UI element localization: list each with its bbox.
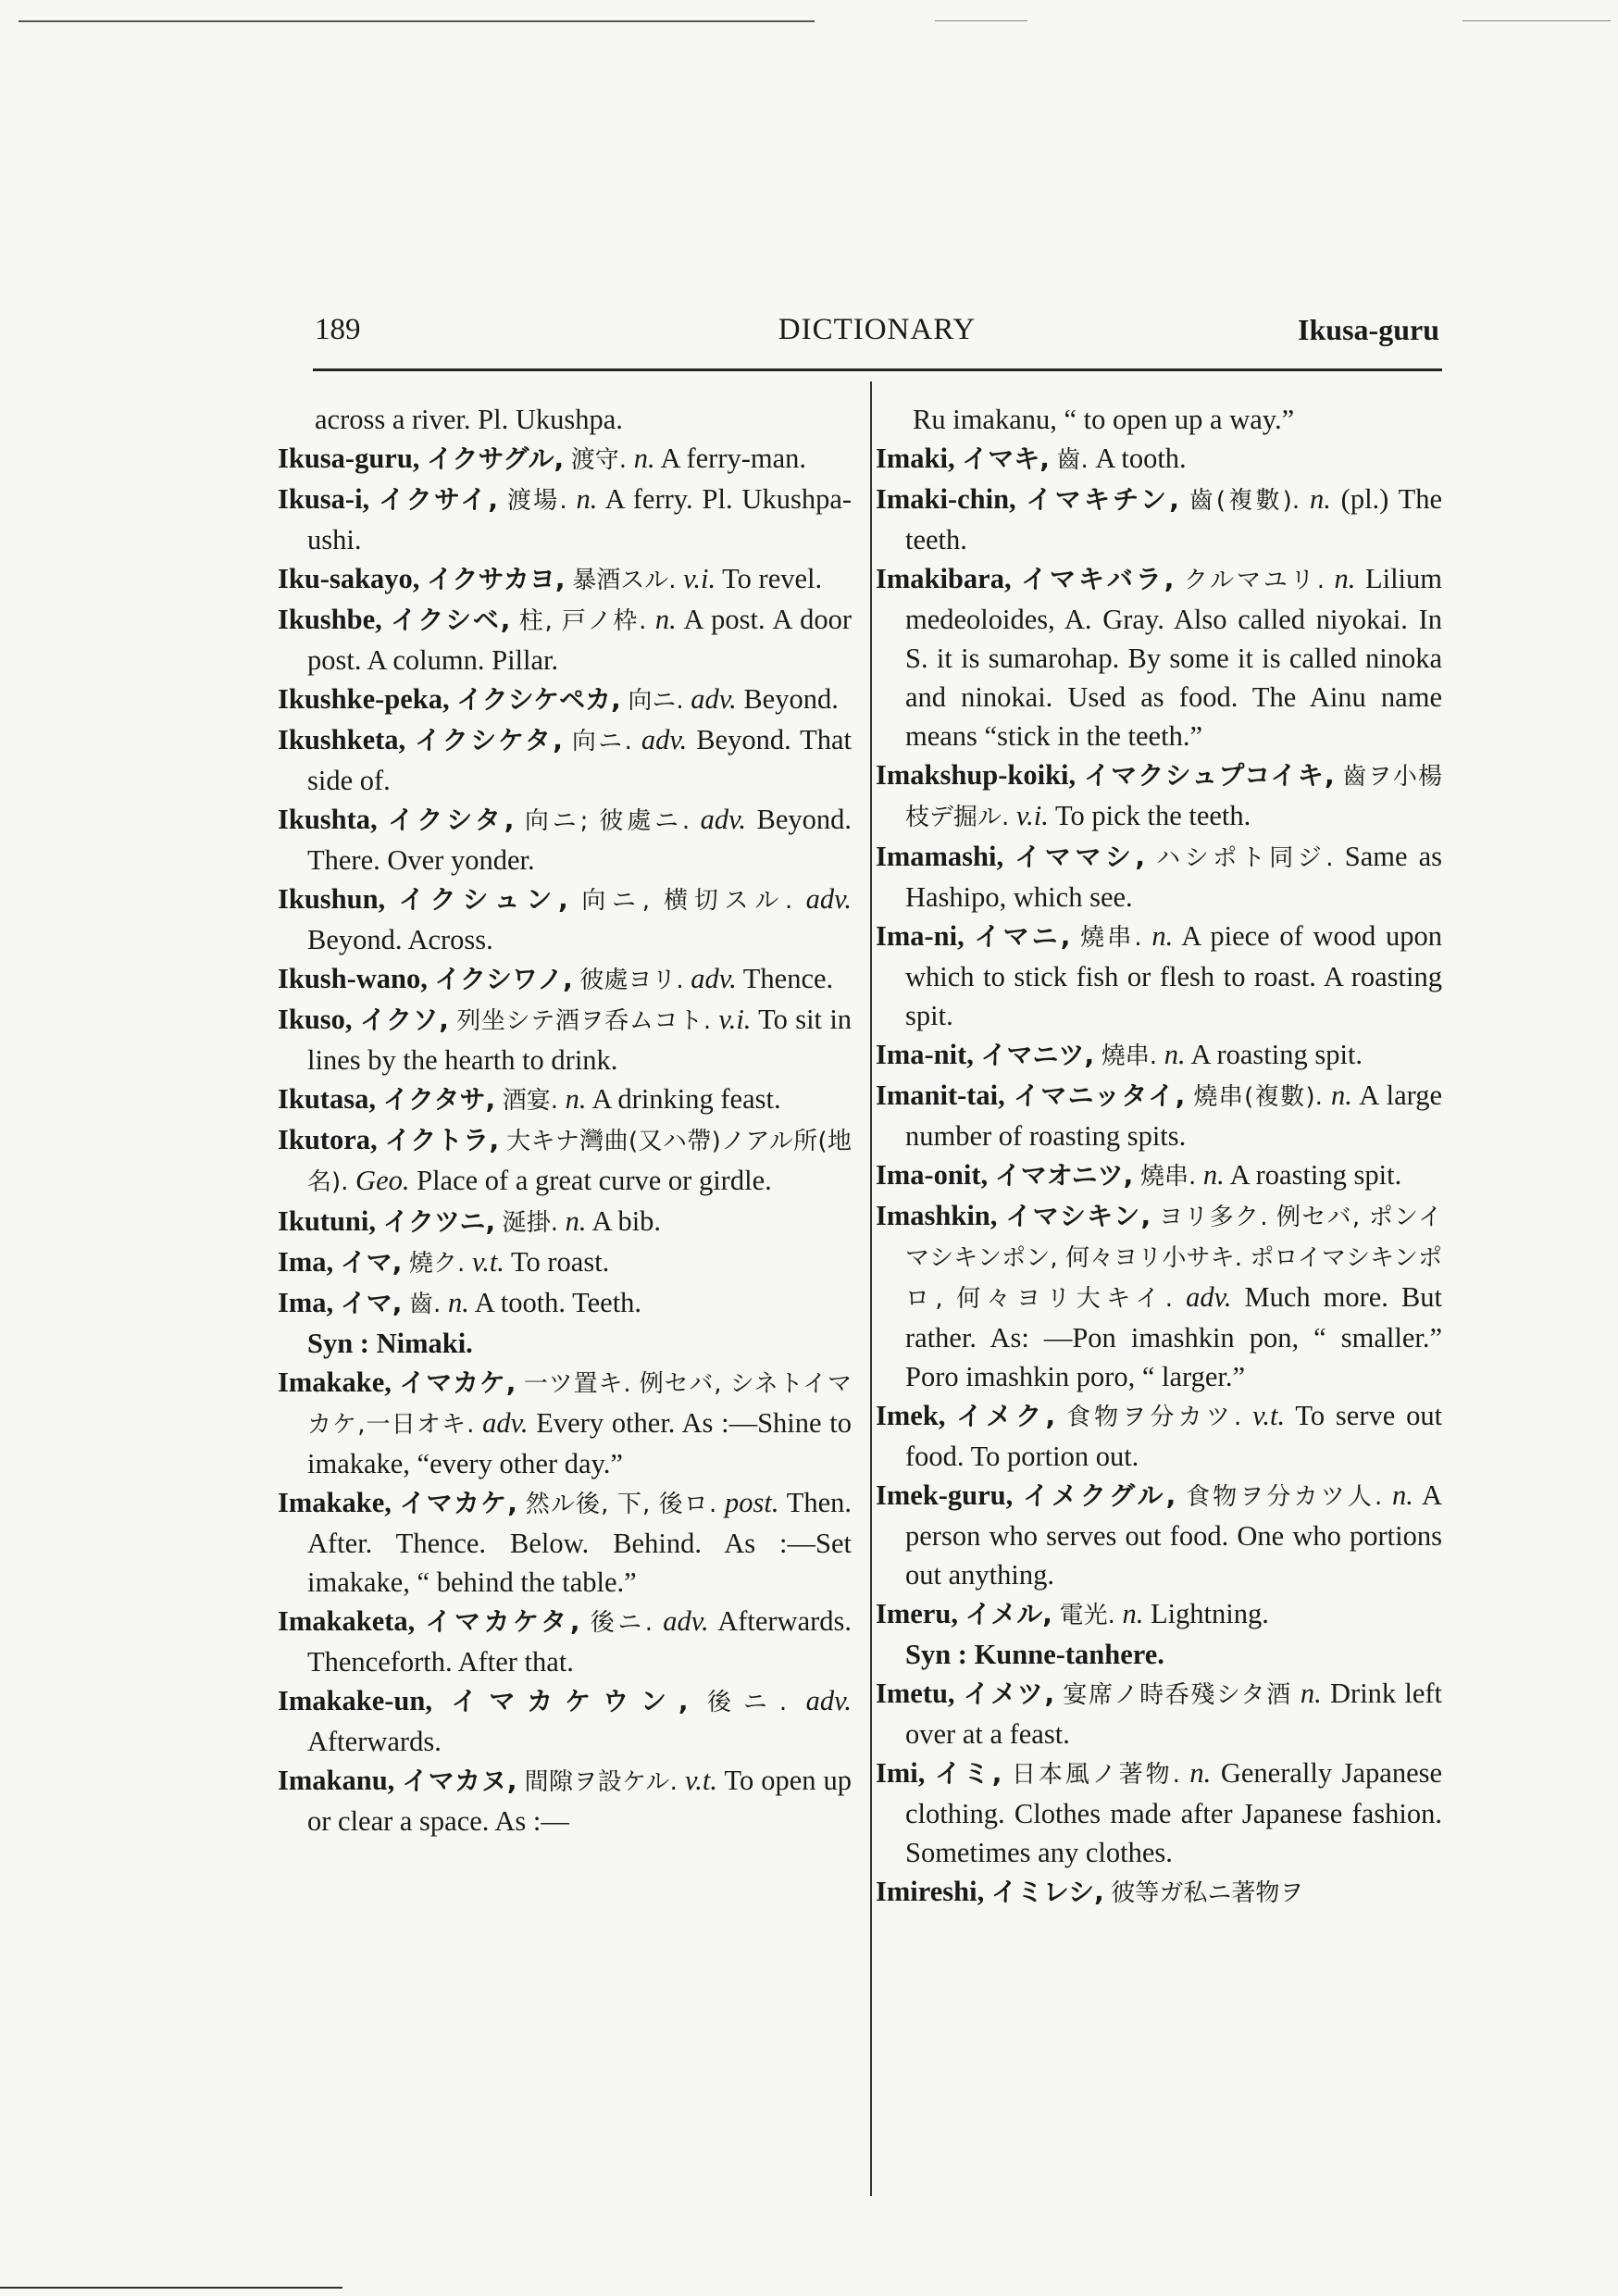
- scan-artifact-line: [935, 20, 1027, 21]
- english-gloss: Beyond. Across.: [307, 924, 493, 955]
- dictionary-entry: [278, 1483, 852, 1602]
- english-gloss: Same as Hashipo, which see.: [905, 841, 1443, 913]
- katakana-reading: イミ,: [934, 1758, 1002, 1789]
- katakana-reading: イマキチン,: [1026, 484, 1179, 515]
- headword: Ikush-wano,: [278, 963, 428, 994]
- headword: Ima,: [278, 1246, 334, 1278]
- part-of-speech: n.: [1392, 1479, 1413, 1511]
- english-gloss: Then. After. Thence. Below. Behind. As :—Set imakake, “ behind the table.”: [307, 1487, 853, 1598]
- english-gloss: A person who serves out food. One who portions out anything.: [905, 1479, 1443, 1591]
- japanese-gloss: 日本風ノ著物.: [1012, 1761, 1180, 1789]
- part-of-speech: adv.: [805, 883, 853, 915]
- english-gloss: To revel.: [722, 563, 823, 594]
- katakana-reading: イマカケ,: [399, 1367, 517, 1398]
- japanese-gloss: 渡場.: [506, 487, 567, 515]
- katakana-reading: イクサグル,: [427, 443, 565, 474]
- katakana-reading: イクツニ,: [382, 1206, 496, 1237]
- english-gloss: A piece of wood upon which to stick fish or flesh to roast. A roasting spit.: [905, 920, 1443, 1031]
- part-of-speech: n.: [447, 1287, 469, 1318]
- english-gloss: A tooth.: [1095, 443, 1187, 474]
- english-gloss: Every other. As :—Shine to imakake, “every other day.”: [307, 1407, 853, 1479]
- japanese-gloss: 食物ヲ分カツ.: [1065, 1404, 1242, 1431]
- headword: Imakshup-koiki,: [876, 759, 1077, 791]
- english-gloss: Generally Japanese clothing. Clothes made after Japanese fashion. Sometimes any clothes.: [905, 1757, 1443, 1868]
- headword: Ikutasa,: [278, 1083, 376, 1115]
- english-gloss: Drink left over at a feast.: [905, 1678, 1443, 1750]
- part-of-speech: Geo.: [355, 1165, 410, 1196]
- part-of-speech: adv.: [641, 724, 688, 755]
- dictionary-entry: [278, 600, 852, 680]
- part-of-speech: n.: [1189, 1757, 1212, 1789]
- katakana-reading: イマニ,: [974, 921, 1071, 952]
- headword: Imamashi,: [876, 841, 1004, 872]
- dictionary-entry: [876, 1396, 1442, 1476]
- dictionary-entry: [278, 720, 852, 800]
- katakana-reading: イクシュン,: [398, 884, 568, 915]
- headword: Ikutora,: [278, 1124, 378, 1155]
- japanese-gloss: 彼等ガ私ニ著物ヲ: [1111, 1879, 1304, 1907]
- headword: Imireshi,: [876, 1876, 985, 1907]
- part-of-speech: adv.: [691, 963, 737, 994]
- headword: Imeru,: [876, 1598, 958, 1629]
- english-gloss: To roast.: [511, 1246, 610, 1278]
- english-gloss: Afterwards. Thenceforth. After that.: [307, 1605, 853, 1678]
- headword: Imakake-un,: [278, 1685, 432, 1716]
- part-of-speech: v.t.: [471, 1246, 504, 1278]
- japanese-gloss: 向ニ, 横切スル.: [581, 887, 793, 915]
- part-of-speech: n.: [576, 483, 598, 515]
- part-of-speech: v.i.: [683, 563, 716, 594]
- part-of-speech: adv.: [805, 1685, 853, 1716]
- english-gloss: Beyond. That side of.: [307, 724, 853, 796]
- dictionary-entry: [876, 480, 1442, 559]
- dictionary-entry: [876, 917, 1442, 1035]
- katakana-reading: イクサカヨ,: [427, 564, 566, 594]
- english-gloss: A post. A door post. A column. Pillar.: [307, 604, 853, 676]
- part-of-speech: n.: [565, 1205, 587, 1237]
- japanese-gloss: 齒.: [409, 1291, 442, 1318]
- japanese-gloss: 彼處ヨリ.: [579, 967, 684, 994]
- katakana-reading: イマ,: [340, 1288, 403, 1318]
- japanese-gloss: 涎掛.: [502, 1209, 559, 1237]
- english-gloss: To serve out food. To portion out.: [905, 1400, 1443, 1472]
- japanese-gloss: 柱, 戸ノ枠.: [518, 607, 647, 635]
- japanese-gloss: 後ニ.: [590, 1609, 653, 1637]
- katakana-reading: イマ,: [340, 1247, 403, 1278]
- english-gloss: Beyond.: [743, 683, 839, 715]
- part-of-speech: n.: [1164, 1039, 1186, 1070]
- headword: Ima,: [278, 1287, 334, 1318]
- dictionary-entry: [278, 880, 852, 959]
- part-of-speech: n.: [1202, 1159, 1225, 1191]
- part-of-speech: n.: [1300, 1678, 1322, 1709]
- headword: Ikusa-i,: [278, 483, 370, 515]
- english-gloss: A ferry-man.: [660, 443, 807, 474]
- japanese-gloss: 燒串.: [1139, 1163, 1197, 1191]
- english-gloss: (pl.) The teeth.: [905, 483, 1443, 555]
- katakana-reading: イマシキン,: [1005, 1201, 1151, 1231]
- headword: Ikuso,: [278, 1004, 353, 1035]
- headword: Ima-nit,: [876, 1039, 974, 1070]
- part-of-speech: post.: [725, 1487, 779, 1518]
- dictionary-entry: [278, 1242, 852, 1283]
- continuation-text: across a river. Pl. Ukushpa.: [315, 404, 623, 435]
- headword: Imek-guru,: [876, 1479, 1014, 1511]
- japanese-gloss: 後ニ.: [707, 1689, 788, 1716]
- katakana-reading: イマカヌ,: [402, 1766, 517, 1796]
- katakana-reading: イメク,: [956, 1401, 1056, 1431]
- headword: Imakake,: [278, 1487, 392, 1518]
- katakana-reading: イクシタ,: [388, 805, 515, 835]
- katakana-reading: イマオニツ,: [994, 1160, 1134, 1191]
- dictionary-entry: [876, 1196, 1442, 1396]
- katakana-reading: イクシワノ,: [434, 964, 573, 994]
- headword: Imek,: [876, 1400, 946, 1431]
- katakana-reading: イメル,: [965, 1599, 1052, 1629]
- dictionary-entry: [278, 1079, 852, 1120]
- part-of-speech: n.: [1334, 563, 1356, 594]
- right-column: [876, 400, 1442, 1913]
- katakana-reading: イママシ,: [1014, 842, 1146, 872]
- column-divider: [870, 381, 872, 2196]
- dictionary-entry: [278, 439, 852, 480]
- katakana-reading: イマキ,: [962, 443, 1050, 474]
- katakana-reading: イマカケ,: [399, 1488, 517, 1518]
- english-gloss: Much more. But rather. As: —Pon imashkin pon, “ smaller.” Poro imashkin poro, “ larger.”: [905, 1281, 1442, 1392]
- katakana-reading: イクシケペカ,: [456, 684, 621, 715]
- english-gloss: A ferry. Pl. Ukushpa-ushi.: [307, 483, 853, 555]
- english-gloss: A roasting spit.: [1229, 1159, 1402, 1191]
- dictionary-entry: [278, 800, 852, 880]
- part-of-speech: v.i.: [718, 1004, 752, 1035]
- headword: Ikushke-peka,: [278, 683, 450, 715]
- headword: Ikushta,: [278, 804, 378, 835]
- dictionary-entry: [278, 480, 852, 559]
- headword: Imetu,: [876, 1678, 955, 1709]
- japanese-gloss: クルマユリ.: [1183, 567, 1325, 594]
- headword: Imashkin,: [876, 1200, 998, 1231]
- part-of-speech: n.: [565, 1083, 587, 1115]
- katakana-reading: イマクシュプコイキ,: [1083, 760, 1335, 791]
- part-of-speech: adv.: [482, 1407, 529, 1439]
- japanese-gloss: 食物ヲ分カツ人.: [1186, 1483, 1383, 1511]
- dictionary-entry: [876, 837, 1442, 917]
- dictionary-entry: [278, 1202, 852, 1242]
- scan-artifact-line: [0, 2287, 342, 2289]
- katakana-reading: イミレシ,: [990, 1877, 1104, 1907]
- katakana-reading: イマニッタイ,: [1013, 1080, 1186, 1111]
- japanese-gloss: 列坐シテ酒ヲ呑ムコト.: [456, 1007, 712, 1035]
- katakana-reading: イメクグル,: [1023, 1480, 1176, 1511]
- headword: Imakibara,: [876, 563, 1012, 594]
- japanese-gloss: 向ニ.: [571, 728, 632, 755]
- japanese-gloss: 大キナ灣曲(又ハ帶)ノアル所(地名).: [307, 1128, 853, 1196]
- synonym: Syn : Kunne-tanhere.: [905, 1639, 1164, 1670]
- headword: Imakaketa,: [278, 1605, 416, 1637]
- dictionary-entry: [278, 680, 852, 720]
- dictionary-entry: [876, 1594, 1442, 1674]
- dictionary-entry: [278, 559, 852, 600]
- english-gloss: A drinking feast.: [591, 1083, 781, 1115]
- headword: Ikutuni,: [278, 1205, 376, 1237]
- dictionary-entry: [278, 1000, 852, 1079]
- dictionary-entry: [876, 1476, 1442, 1594]
- dictionary-entry: [278, 1602, 852, 1681]
- headword: Ikushbe,: [278, 604, 382, 635]
- english-gloss: Lightning.: [1150, 1598, 1269, 1629]
- katakana-reading: イクタサ,: [382, 1084, 496, 1115]
- japanese-gloss: 宴席ノ時呑殘シタ酒: [1063, 1681, 1292, 1709]
- english-gloss: Thence.: [742, 963, 834, 994]
- headword: Imaki-chin,: [876, 483, 1016, 515]
- entry-continuation: [278, 400, 852, 439]
- headword: Imi,: [876, 1757, 926, 1789]
- headword: Iku-sakayo,: [278, 563, 420, 594]
- japanese-gloss: 間隙ヲ設ケル.: [524, 1768, 678, 1796]
- headword: Imakanu,: [278, 1765, 395, 1796]
- continuation-text: Ru imakanu, “ to open up a way.”: [913, 404, 1295, 435]
- japanese-gloss: 燒串.: [1101, 1042, 1158, 1070]
- dictionary-entry: [876, 1155, 1442, 1196]
- japanese-gloss: 然ル後, 下, 後ロ.: [525, 1491, 717, 1518]
- headword: Imakake,: [278, 1366, 392, 1398]
- part-of-speech: n.: [1309, 483, 1331, 515]
- headword: Ima-ni,: [876, 920, 965, 952]
- katakana-reading: イマニツ,: [980, 1040, 1095, 1070]
- part-of-speech: v.i.: [1015, 800, 1049, 831]
- guide-word: Ikusa-guru: [1298, 313, 1439, 346]
- katakana-reading: イクシベ,: [391, 605, 511, 635]
- part-of-speech: adv.: [691, 683, 737, 715]
- english-gloss: Place of a great curve or girdle.: [417, 1165, 772, 1196]
- part-of-speech: n.: [1151, 920, 1174, 952]
- english-gloss: To pick the teeth.: [1054, 800, 1251, 831]
- english-gloss: Beyond. There. Over yonder.: [307, 804, 853, 876]
- dictionary-entry: [876, 1872, 1442, 1913]
- dictionary-entry: [876, 755, 1442, 837]
- japanese-gloss: 向ニ; 彼處ニ.: [524, 807, 691, 835]
- katakana-reading: イクトラ,: [384, 1125, 500, 1155]
- japanese-gloss: 渡守.: [570, 446, 628, 474]
- part-of-speech: v.t.: [1252, 1400, 1286, 1431]
- dictionary-entry: [876, 559, 1442, 755]
- scan-artifact-line: [19, 20, 815, 22]
- part-of-speech: v.t.: [684, 1765, 717, 1796]
- english-gloss: Lilium medeoloides, A. Gray. Also called niyokai. In S. it is sumarohap. By some it is called ninoka and ninokai. Used as food. The Ainu name means “stick in the teeth.”: [905, 563, 1442, 752]
- part-of-speech: adv.: [663, 1605, 709, 1637]
- english-gloss: To open up or clear a space. As :—: [307, 1765, 853, 1837]
- part-of-speech: n.: [654, 604, 677, 635]
- headword: Ikushun,: [278, 883, 386, 915]
- headword: Ikusa-guru,: [278, 443, 420, 474]
- dictionary-entry: [278, 1283, 852, 1363]
- synonym: Syn : Nimaki.: [307, 1328, 473, 1359]
- scan-artifact-line: [1462, 20, 1611, 21]
- katakana-reading: イメツ,: [963, 1678, 1055, 1709]
- dictionary-entry: [278, 959, 852, 1000]
- entry-continuation: [876, 400, 1442, 439]
- japanese-gloss: ハシポト同ジ.: [1156, 844, 1334, 872]
- part-of-speech: n.: [1331, 1079, 1352, 1111]
- page-title: DICTIONARY: [778, 313, 977, 346]
- english-gloss: To sit in lines by the hearth to drink.: [307, 1004, 853, 1076]
- dictionary-entry: [278, 1681, 852, 1761]
- part-of-speech: n.: [633, 443, 655, 474]
- english-gloss: Afterwards.: [307, 1726, 442, 1757]
- part-of-speech: adv.: [700, 804, 747, 835]
- headword: Imanit-tai,: [876, 1079, 1005, 1111]
- japanese-gloss: 燒ク.: [409, 1250, 466, 1278]
- dictionary-entry: [278, 1761, 852, 1841]
- part-of-speech: adv.: [1186, 1281, 1232, 1313]
- english-gloss: A tooth. Teeth.: [474, 1287, 642, 1318]
- japanese-gloss: 電光.: [1059, 1602, 1115, 1629]
- english-gloss: A large number of roasting spits.: [905, 1079, 1443, 1152]
- dictionary-entry: [876, 1753, 1442, 1872]
- dictionary-entry: [876, 1076, 1442, 1155]
- part-of-speech: n.: [1122, 1598, 1144, 1629]
- english-gloss: A roasting spit.: [1190, 1039, 1363, 1070]
- japanese-gloss: 一ツ置キ. 例セバ, シネトイマカケ,一日オキ.: [307, 1370, 853, 1439]
- running-header: [315, 313, 1439, 359]
- japanese-gloss: 燒串.: [1080, 924, 1142, 952]
- dictionary-entry: [876, 439, 1442, 480]
- katakana-reading: イクソ,: [359, 1004, 449, 1035]
- page-number: 189: [315, 313, 361, 346]
- katakana-reading: イマカケウン,: [451, 1686, 689, 1716]
- japanese-gloss: 燒串(複數).: [1193, 1083, 1323, 1111]
- katakana-reading: イマキバラ,: [1021, 564, 1175, 594]
- japanese-gloss: 齒ヲ小楊枝デ掘ル.: [905, 763, 1443, 831]
- japanese-gloss: 酒宴.: [502, 1087, 558, 1115]
- japanese-gloss: 齒(複數).: [1189, 487, 1301, 515]
- headword: Imaki,: [876, 443, 955, 474]
- headword: Ima-onit,: [876, 1159, 989, 1191]
- header-rule: [313, 368, 1442, 371]
- left-column: [278, 400, 852, 1841]
- headword: Ikushketa,: [278, 724, 406, 755]
- katakana-reading: イクシケタ,: [415, 725, 563, 755]
- japanese-gloss: ヨリ多ク. 例セバ, ポンイマシキンポン, 何々ヨリ小サキ. ポロイマシキンポロ, 何々ヨリ大キイ.: [905, 1204, 1443, 1313]
- japanese-gloss: 向ニ.: [628, 687, 684, 715]
- english-gloss: A bib.: [591, 1205, 662, 1237]
- dictionary-entry: [278, 1363, 852, 1483]
- dictionary-entry: [876, 1035, 1442, 1076]
- japanese-gloss: 暴酒スル.: [572, 567, 677, 594]
- japanese-gloss: 齒.: [1056, 446, 1089, 474]
- katakana-reading: イマカケタ,: [425, 1606, 580, 1637]
- dictionary-entry: [278, 1120, 852, 1202]
- dictionary-entry: [876, 1674, 1442, 1753]
- katakana-reading: イクサイ,: [379, 484, 499, 515]
